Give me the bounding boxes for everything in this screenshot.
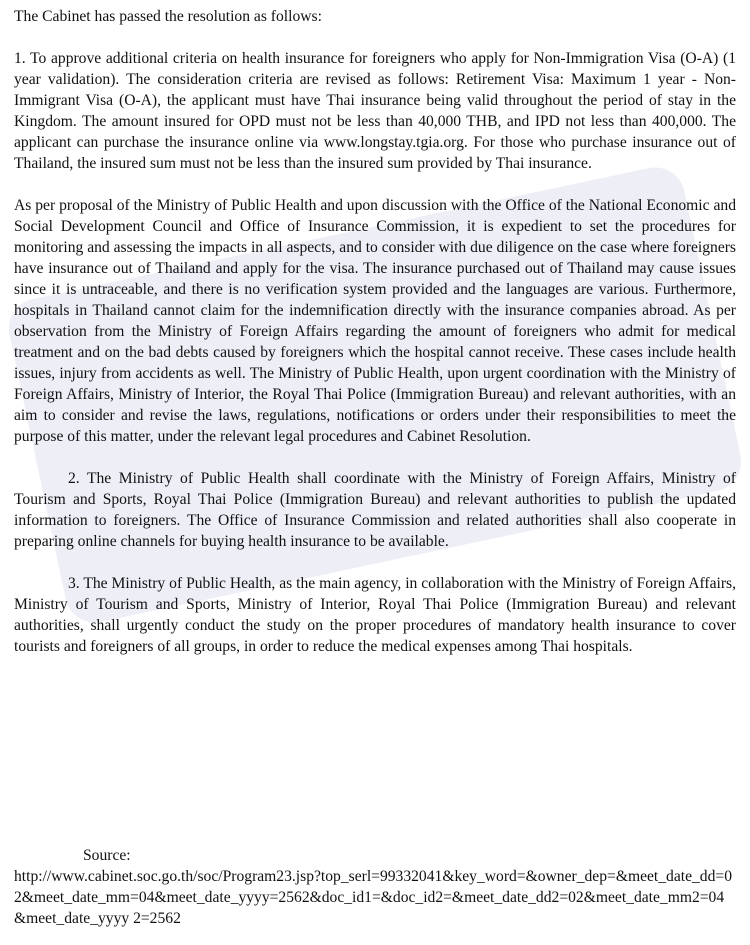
item-3-paragraph: 3. The Ministry of Public Health, as the main agency, in collaboration with the Ministry of Foreign Affairs, Ministry of Tourism and Sports, Ministry of Interior, Royal Thai Police (Immigration Bureau) and relevant authorities, shall urgently conduct the study on the proper procedures of mandatory health insurance to cover tourists and foreigners of all groups, in order to reduce the medical expenses among Thai hospitals. xyxy=(14,575,736,655)
source-label: Source: xyxy=(83,847,131,864)
proposal-paragraph: As per proposal of the Ministry of Public Health and upon discussion with the Office of the National Economic and Social Development Council and Office of Insurance Commission, it is expedient to set the procedures for monitoring and assessing the impacts in all aspects, and to consider with due diligence on the case where foreigners have insurance out of Thailand and apply for the visa. The insurance purchased out of Thailand may cause issues since it is untraceable, and there is no verification system provided and the languages are various. Furthermore, hospitals in Thailand cannot claim for the indemnification directly with the insurance companies abroad. As per observation from the Ministry of Foreign Affairs regarding the amount of foreigners who admit for medical treatment and on the bad debts caused by foreigners which the hospital cannot receive. These cases include health issues, injury from accidents as well. The Ministry of Public Health, upon urgent coordination with the Ministry of Foreign Affairs, Ministry of Interior, the Royal Thai Police (Immigration Bureau) and relevant authorities, with an aim to consider and revise the laws, regulations, notifications or orders under their responsibilities to meet the purpose of this matter, under the relevant legal procedures and Cabinet Resolution. xyxy=(14,197,736,445)
item-1-paragraph: 1. To approve additional criteria on health insurance for foreigners who apply for Non-Immigration Visa (O-A) (1 year validation). The consideration criteria are revised as follows: Retirement Visa: Maximum 1 year - Non-Immigrant Visa (O-A), the applicant must have Thai insurance being valid throughout the period of stay in the Kingdom. The amount insured for OPD must not be less than 40,000 THB, and IPD not less than 400,000. The applicant can purchase the insurance online via www.longstay.tgia.org. For those who purchase insurance out of Thailand, the insured sum must not be less than the insured sum provided by Thai insurance. xyxy=(14,50,736,172)
source-url: http://www.cabinet.soc.go.th/soc/Program23.jsp?top_serl=99332041&key_word=&owner_dep=&meet_date_dd=02&meet_date_mm=04&meet_date_yyyy=2562&doc_id1=&doc_id2=&meet_date_dd2=02&meet_date_mm2=04&meet_date_yyyy 2=2562 xyxy=(14,868,732,927)
intro-line: The Cabinet has passed the resolution as follows: xyxy=(14,8,322,25)
resolution-text xyxy=(14,6,736,657)
item-2-paragraph: 2. The Ministry of Public Health shall coordinate with the Ministry of Foreign Affairs, Ministry of Tourism and Sports, Royal Thai Police (Immigration Bureau) and relevant authorities to publish the updated information to foreigners. The Office of Insurance Commission and related authorities shall also cooperate in preparing online channels for buying health insurance to be available. xyxy=(14,470,736,550)
